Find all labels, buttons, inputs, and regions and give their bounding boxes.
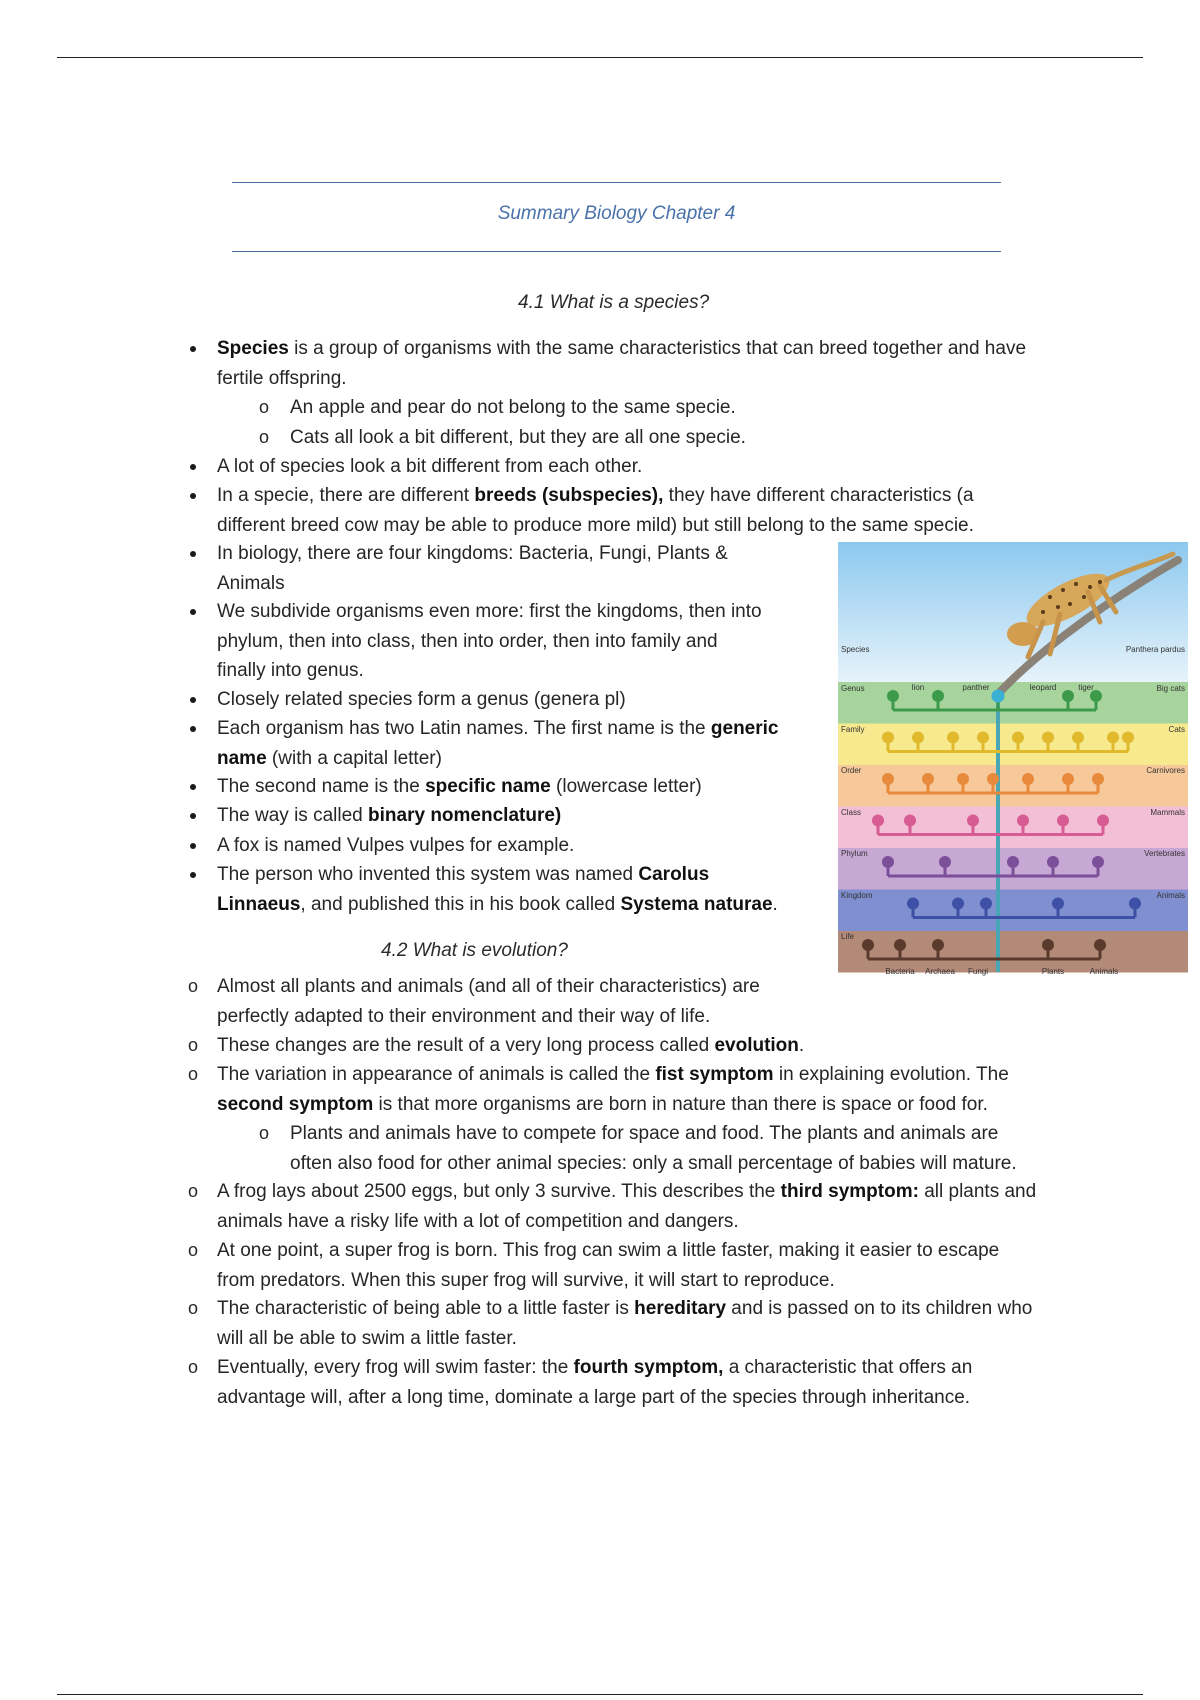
genus-node-label: tiger: [1078, 683, 1094, 692]
taxon-node: [922, 773, 934, 785]
text-run: from predators. When this super frog will survive, it will start to reproduce.: [217, 1269, 835, 1291]
taxon-node: [977, 732, 989, 744]
text-run: The variation in appearance of animals is called the: [217, 1064, 656, 1085]
title-bottom-rule: [232, 251, 1001, 252]
list-item: [187, 1294, 1033, 1353]
list-item: [187, 1177, 1037, 1236]
text-run: Each organism has two Latin names. The first name is the: [217, 718, 711, 739]
rank-label-left: Class: [841, 808, 862, 817]
text-run: often also food for other animal species: only a small percentage of babies will mature.: [290, 1152, 1017, 1174]
rank-band: [838, 724, 1188, 766]
leopard-spot: [1048, 595, 1052, 599]
taxon-node: [882, 732, 894, 744]
circle-bullet-icon: o: [187, 1298, 198, 1318]
bold-term: breeds (subspecies),: [474, 485, 664, 506]
list-item: [217, 772, 702, 802]
rank-label-left: Species: [841, 645, 870, 654]
taxon-node: [912, 732, 924, 744]
list-item: [187, 1353, 973, 1412]
taxon-node: [904, 815, 916, 827]
taxon-node: [1022, 773, 1034, 785]
text-run: (with a capital letter): [266, 747, 442, 769]
text-run: A frog lays about 2500 eggs, but only 3 survive. This describes the: [217, 1181, 781, 1202]
circle-bullet-icon: o: [258, 397, 269, 417]
text-run: Animals: [217, 572, 285, 594]
circle-bullet-icon: o: [187, 1240, 198, 1260]
rank-label-right: Carnivores: [1146, 766, 1185, 775]
section-heading-species: 4.1 What is a species?: [518, 292, 710, 313]
text-run: The second name is the: [217, 776, 426, 797]
rank-label-right: Panthera pardus: [1125, 645, 1185, 654]
rank-label-left: Genus: [841, 684, 865, 693]
text-run: .: [772, 893, 778, 915]
circle-bullet-icon: o: [187, 1181, 198, 1201]
rank-label-right: Vertebrates: [1144, 849, 1185, 858]
kingdom-node-label: Fungi: [967, 967, 989, 976]
leopard-spot: [1041, 610, 1045, 614]
bold-term: Carolus: [638, 864, 710, 885]
bold-term: Species: [217, 338, 289, 359]
taxon-node: [1012, 732, 1024, 744]
text-run: finally into genus.: [217, 660, 364, 681]
text-run: in explaining evolution. The: [773, 1064, 1009, 1085]
taxon-node: [957, 773, 969, 785]
page-top-rule: [57, 57, 1143, 58]
text-run: a characteristic that offers an: [723, 1357, 973, 1378]
bold-term: generic: [710, 718, 779, 739]
list-item: [217, 685, 626, 715]
rank-label-right: Mammals: [1150, 808, 1185, 817]
leopard-spot: [1068, 602, 1072, 606]
circle-bullet-icon: o: [187, 976, 198, 996]
taxonomy-figure: [838, 542, 1188, 978]
circle-bullet-icon: o: [187, 1064, 198, 1084]
list-item: [187, 972, 760, 1031]
text-run: animals have a risky life with a lot of competition and dangers.: [217, 1210, 739, 1232]
circle-bullet-icon: o: [258, 427, 269, 447]
genus-node-label: lion: [911, 683, 925, 692]
bold-term: fourth symptom,: [573, 1357, 724, 1378]
text-run: .: [798, 1035, 805, 1056]
taxon-node: [1017, 815, 1029, 827]
bold-term: binary nomenclature): [368, 805, 562, 826]
list-item: [187, 1060, 1009, 1119]
text-run: Eventually, every frog will swim faster: the: [217, 1357, 574, 1378]
circle-bullet-icon: o: [187, 1357, 198, 1377]
text-run: At one point, a super frog is born. This frog can swim a little faster, making it easier to escape: [217, 1240, 1000, 1261]
text-run: (lowercase letter): [550, 776, 702, 797]
leopard-spot: [1056, 605, 1060, 609]
rank-label-left: Family: [841, 725, 865, 734]
taxon-node: [1047, 856, 1059, 868]
taxon-node: [1007, 856, 1019, 868]
taxon-node: [987, 773, 999, 785]
taxon-node: [1107, 732, 1119, 744]
taxon-node: [1042, 939, 1054, 951]
taxon-node: [862, 939, 874, 951]
leopard-genus-node: [992, 690, 1005, 703]
sub-list-item: [258, 423, 746, 453]
circle-bullet-icon: o: [187, 1035, 198, 1055]
leopard-spot: [1088, 585, 1092, 589]
kingdom-node-label: Archaea: [925, 967, 955, 976]
rank-band: [838, 765, 1188, 807]
list-item: [217, 539, 728, 598]
leopard-spot: [1074, 582, 1078, 586]
taxon-node: [1129, 898, 1141, 910]
kingdom-node-label: Animals: [1089, 967, 1119, 976]
kingdom-node-label: Plants: [1041, 967, 1065, 976]
taxon-node: [1052, 898, 1064, 910]
bold-term: third symptom:: [780, 1181, 919, 1202]
sub-list-item: [258, 1119, 1017, 1178]
list-item: [217, 452, 642, 482]
text-run: An apple and pear do not belong to the same specie.: [290, 397, 736, 418]
taxon-node: [932, 690, 944, 702]
text-run: phylum, then into class, then into order, then into family and: [217, 630, 718, 652]
list-item: [217, 801, 561, 831]
title-top-rule: [232, 182, 1001, 183]
text-run: In biology, there are four kingdoms: Bacteria, Fungi, Plants &: [217, 543, 728, 564]
taxon-node: [1092, 856, 1104, 868]
taxon-node: [1042, 732, 1054, 744]
rank-label-right: Cats: [1168, 725, 1185, 734]
list-item: [217, 334, 1026, 393]
taxonomy-tree-illustration: [838, 542, 1188, 978]
leopard-spot: [1082, 595, 1086, 599]
taxon-node: [952, 898, 964, 910]
taxon-node: [894, 939, 906, 951]
taxon-node: [887, 690, 899, 702]
bold-term: Linnaeus: [217, 893, 301, 915]
list-item: [217, 860, 778, 919]
taxon-node: [907, 898, 919, 910]
text-run: fertile offspring.: [217, 367, 347, 389]
bold-term: evolution: [714, 1035, 799, 1056]
rank-label-left: Order: [841, 766, 862, 775]
taxon-node: [1057, 815, 1069, 827]
taxon-node: [872, 815, 884, 827]
text-run: they have different characteristics (a: [663, 485, 974, 506]
rank-label-left: Phylum: [841, 849, 868, 858]
text-run: is that more organisms are born in nature than there is space or food for.: [373, 1093, 988, 1115]
bold-term: second symptom: [217, 1093, 374, 1115]
bold-term: name: [217, 747, 267, 769]
text-run: different breed cow may be able to produce more mild) but still belong to the same specie.: [217, 514, 974, 536]
rank-label-right: Big cats: [1156, 684, 1185, 693]
list-item: [217, 714, 778, 773]
taxon-node: [980, 898, 992, 910]
rank-label-left: Kingdom: [841, 891, 873, 900]
text-run: In a specie, there are different: [217, 485, 475, 506]
text-run: These changes are the result of a very long process called: [217, 1035, 715, 1056]
circle-bullet-icon: o: [258, 1123, 269, 1143]
taxon-node: [1097, 815, 1109, 827]
bold-term: Systema naturae: [620, 893, 773, 915]
taxon-node: [1094, 939, 1106, 951]
text-run: perfectly adapted to their environment and their way of life.: [217, 1005, 711, 1027]
section-heading-evolution: 4.2 What is evolution?: [381, 940, 568, 961]
text-run: The characteristic of being able to a little faster is: [217, 1298, 635, 1319]
text-run: will all be able to swim a little faster.: [217, 1327, 517, 1349]
list-item: [217, 831, 574, 861]
taxon-node: [947, 732, 959, 744]
list-item: [217, 481, 974, 540]
taxon-node: [882, 773, 894, 785]
rank-label-right: Animals: [1156, 891, 1185, 900]
genus-node-label: panther: [962, 683, 990, 692]
text-run: Almost all plants and animals (and all of their characteristics) are: [217, 976, 760, 997]
list-item: [187, 1236, 1000, 1295]
text-run: is a group of organisms with the same characteristics that can breed together and have: [288, 338, 1027, 359]
document-title: Summary Biology Chapter 4: [497, 203, 736, 224]
list-item: [217, 597, 762, 686]
genus-node-label: leopard: [1029, 683, 1057, 692]
page-bottom-rule: [57, 1694, 1143, 1695]
text-run: We subdivide organisms even more: first the kingdoms, then into: [217, 601, 762, 622]
text-run: , and published this in his book called: [300, 893, 621, 915]
text-run: all plants and: [918, 1181, 1037, 1202]
text-run: The way is called: [217, 805, 369, 826]
bold-term: specific name: [425, 776, 551, 797]
text-run: and is passed on to its children who: [726, 1298, 1033, 1319]
text-run: A lot of species look a bit different from each other.: [217, 456, 643, 477]
kingdom-node-label: Bacteria: [885, 967, 915, 976]
taxon-node: [1062, 773, 1074, 785]
taxon-node: [932, 939, 944, 951]
leopard-spot: [1098, 580, 1102, 584]
taxon-node: [1092, 773, 1104, 785]
text-run: Closely related species form a genus (genera pl): [217, 689, 626, 710]
taxon-node: [967, 815, 979, 827]
text-run: advantage will, after a long time, dominate a large part of the species through inheritance.: [217, 1386, 971, 1408]
text-run: A fox is named Vulpes vulpes for example.: [217, 835, 575, 856]
taxon-node: [1122, 732, 1134, 744]
taxon-node: [882, 856, 894, 868]
taxon-node: [1062, 690, 1074, 702]
rank-band: [838, 807, 1188, 849]
rank-band: [838, 682, 1188, 724]
bold-term: hereditary: [634, 1298, 727, 1319]
text-run: Cats all look a bit different, but they are all one specie.: [290, 427, 746, 448]
sky-band: [838, 542, 1188, 682]
taxon-node: [939, 856, 951, 868]
taxon-node: [1072, 732, 1084, 744]
list-item: [187, 1031, 805, 1061]
rank-label-left: Life: [841, 932, 854, 941]
text-run: Plants and animals have to compete for space and food. The plants and animals are: [290, 1123, 999, 1144]
leopard-spot: [1061, 588, 1065, 592]
sub-list-item: [258, 393, 736, 423]
bold-term: fist symptom: [655, 1064, 774, 1085]
text-run: The person who invented this system was named: [217, 864, 639, 885]
